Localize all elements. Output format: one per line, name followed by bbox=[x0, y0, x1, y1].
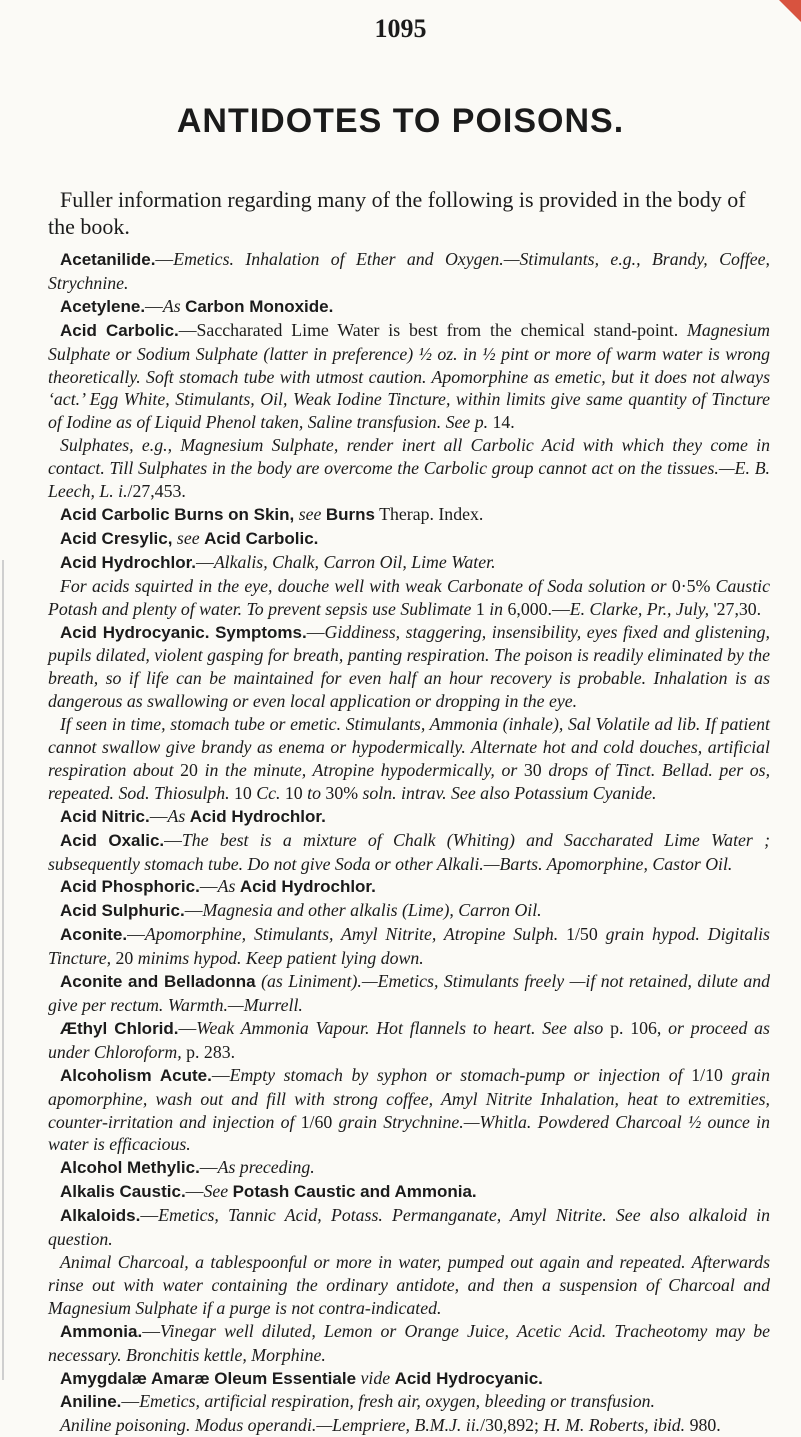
antidote-entry bbox=[48, 1251, 770, 1320]
entry-text: 10 bbox=[229, 782, 257, 803]
entry-text: /27,453. bbox=[127, 481, 186, 502]
entry-text: — bbox=[164, 829, 182, 850]
antidote-entry bbox=[48, 829, 770, 876]
entry-text: — bbox=[145, 295, 163, 316]
entry-heading: Ammonia. bbox=[60, 1321, 143, 1341]
entry-text: The best is a mixture of Chalk (Whiting) and Saccharated Lime Water ; subsequently stomach tube. Do not give Soda or other Alkali.—Barts. Apomorphine, Castor Oil. bbox=[48, 829, 771, 874]
antidote-entry bbox=[48, 503, 770, 527]
antidote-entry bbox=[48, 527, 770, 551]
entry-heading: Acid Hydrocyanic. bbox=[60, 622, 210, 642]
entry-text: 1/10 bbox=[682, 1064, 732, 1085]
antidote-entry bbox=[48, 1064, 770, 1157]
entry-text: drops of Tinct. Bellad. per os, repeated. Sod. Thiosulph. bbox=[48, 759, 771, 803]
antidote-entry bbox=[48, 575, 770, 621]
entry-text: 30% bbox=[320, 782, 363, 803]
entry-text: Magnesium Sulphate or Sodium Sulphate (latter in preference) ½ oz. in ½ pint or more of warm water is wrong theoretically. Soft stomach tube with utmost caution. Apomorphine as emetic, but it does not always ‘act.’ Egg White, Stimulants, Oil, Weak Iodine Tincture, within limits give same quantity of Tincture of Iodine as of Liquid Phenol taken, Saline transfusion. See p. bbox=[48, 319, 770, 433]
entry-text: Emetics, Tannic Acid, Potass. Permanganate, Amyl Nitrite. See also alkaloid in question. bbox=[48, 1205, 770, 1250]
antidote-entry bbox=[48, 319, 770, 435]
entry-text: to bbox=[307, 782, 321, 803]
entry-text: See bbox=[203, 1181, 229, 1202]
antidote-entry bbox=[48, 1204, 770, 1251]
entry-text: — bbox=[184, 900, 203, 921]
entry-heading: Alkaloids. bbox=[60, 1206, 141, 1226]
entry-text: 30 bbox=[517, 759, 549, 780]
entry-heading: Acid Hydrochlor. bbox=[60, 552, 197, 572]
entry-text: E. Clarke, Pr., July, bbox=[569, 598, 710, 619]
entry-text: 980. bbox=[685, 1415, 721, 1436]
antidote-entry bbox=[48, 248, 770, 295]
entry-heading: Aniline. bbox=[60, 1392, 122, 1412]
entry-text: — bbox=[121, 1391, 140, 1412]
entry-text: see bbox=[176, 527, 200, 548]
entry-text: Empty stomach by syphon or stomach-pump or injection of bbox=[229, 1064, 683, 1085]
entry-heading: Acid Cresylic, bbox=[60, 528, 173, 548]
entry-text: Sulphates, e.g., Magnesium Sulphate, render inert all Carbolic Acid with which they come in contact. Till Sulphates in the body are overcome the Carbolic group cannot act on the tissues.—E. B. Leech, L. i. bbox=[48, 435, 770, 502]
entry-text: in bbox=[489, 598, 504, 619]
entry-text: 10 bbox=[280, 782, 308, 803]
entry-heading: Alcohol Methylic. bbox=[60, 1158, 200, 1178]
entry-text: Vinegar well diluted, Lemon or Orange Juice, Acetic Acid. Tracheotomy may be necessary. Bronchitis kettle, Morphine. bbox=[48, 1320, 770, 1365]
entry-text: or proceed as under Chloroform, bbox=[48, 1017, 770, 1062]
entry-heading: Acid Sulphuric. bbox=[60, 901, 185, 921]
entry-heading: Acid Oxalic. bbox=[60, 830, 165, 850]
entry-text: — bbox=[199, 876, 218, 897]
entry-text: 20 bbox=[173, 759, 205, 780]
entry-text: Potash Caustic and Ammonia. bbox=[232, 1182, 477, 1202]
antidote-entry bbox=[48, 923, 770, 970]
entry-heading: Acid Nitric. bbox=[60, 806, 150, 826]
entry-text: (as Liniment).—Emetics, Stimulants freely —if not retained, dilute and give per rectum. Warmth.—Murrell. bbox=[48, 971, 770, 1015]
entry-text: Cc. bbox=[256, 782, 281, 803]
antidote-entry bbox=[48, 551, 770, 575]
entry-text: /30,892; bbox=[480, 1415, 544, 1436]
entry-text: Giddiness, staggering, insensibility, eyes fixed and glistening, pupils dilated, violent gasping for breath, panting respiration. The poison is readily eliminated by the breath, so if life can be maintained for even half an hour recovery is probable. Inhalation is as dangerous as swallowing or even local application or dropping in the eye. bbox=[48, 621, 770, 712]
entry-text: 20 bbox=[111, 948, 138, 969]
entry-heading: Acid Carbolic. bbox=[60, 320, 179, 340]
entry-text: Therap. Index. bbox=[375, 503, 484, 524]
antidote-entry bbox=[48, 295, 770, 319]
entry-text: Caustic Potash and plenty of water. To prevent sepsis use Sublimate bbox=[48, 575, 770, 619]
entry-text: As bbox=[162, 295, 181, 316]
entry-text: Emetics. Inhalation of Ether and Oxygen.—Stimulants, e.g., Brandy, Coffee, Strychnine. bbox=[48, 249, 770, 293]
entry-text: — bbox=[149, 805, 168, 826]
entry-text: — bbox=[178, 1017, 197, 1038]
entry-heading: Aconite. bbox=[60, 925, 128, 945]
entry-text: As bbox=[217, 876, 236, 897]
entry-text: For acids squirted in the eye, douche well with weak Carbonate of Soda solution or bbox=[60, 575, 667, 596]
antidote-entry bbox=[48, 1390, 770, 1414]
entry-text: vide bbox=[360, 1367, 391, 1388]
entry-text: — bbox=[142, 1320, 160, 1341]
entry-text: p. 106, bbox=[603, 1017, 669, 1038]
entry-text: 1/60 bbox=[294, 1111, 339, 1132]
entry-heading: Acid Phosphoric. bbox=[60, 877, 200, 897]
page-title: ANTIDOTES TO POISONS. bbox=[176, 102, 625, 140]
entry-text: — bbox=[199, 1157, 218, 1178]
antidote-entry bbox=[48, 621, 770, 714]
entry-heading: Aconite and Belladonna bbox=[60, 972, 256, 992]
entry-text: 1/50 bbox=[558, 924, 606, 945]
entry-text: minims hypod. Keep patient lying down. bbox=[137, 948, 424, 969]
antidote-entry bbox=[48, 713, 770, 805]
entry-text: in the minute, Atropine hypodermically, or bbox=[204, 759, 518, 780]
entry-text: Burns bbox=[325, 504, 376, 524]
entry-text: Animal Charcoal, a tablespoonful or more in water, pumped out again and repeated. Afterwards rinse out with water containing the ordinary antidote, and then a suspension of Charcoal and Magnesium Sulphate if a purge is not contra-indicated. bbox=[48, 1251, 770, 1318]
antidote-entry bbox=[48, 970, 770, 1017]
antidote-entry bbox=[48, 434, 770, 503]
entry-heading: Symptoms. bbox=[215, 622, 307, 642]
entry-text: p. 283. bbox=[181, 1041, 236, 1062]
antidote-entry bbox=[48, 1414, 770, 1437]
entry-heading: Acid Carbolic Burns on Skin, bbox=[60, 504, 295, 524]
entry-text: Magnesia and other alkalis (Lime), Carron Oil. bbox=[202, 900, 542, 921]
entry-text: — bbox=[306, 621, 325, 642]
antidote-entry bbox=[48, 1017, 770, 1064]
entry-text: H. M. Roberts, ibid. bbox=[543, 1415, 686, 1436]
antidote-entries bbox=[48, 248, 770, 1437]
entry-text: — bbox=[185, 1181, 204, 1202]
entry-text: 1 bbox=[471, 598, 490, 619]
antidote-entry bbox=[48, 1367, 770, 1391]
entry-text: As preceding. bbox=[217, 1157, 315, 1178]
entry-heading: Alkalis Caustic. bbox=[60, 1182, 186, 1202]
entry-heading: Acetylene. bbox=[60, 296, 146, 316]
entry-text: —Saccharated Lime Water is best from the chemical stand-point. bbox=[178, 319, 688, 340]
entry-text: If seen in time, stomach tube or emetic. Stimulants, Ammonia (inhale), Sal Volatile ad lib. If patient cannot swallow give brandy as enema or hypodermically. Alternate hot and cold douches, artificial respiration about bbox=[48, 714, 770, 780]
entry-text: — bbox=[211, 1064, 230, 1085]
entry-text: 14. bbox=[488, 412, 515, 433]
entry-text: 0·5% bbox=[666, 575, 716, 596]
entry-heading: Acetanilide. bbox=[60, 250, 156, 269]
entry-text: Emetics, artificial respiration, fresh air, oxygen, bleeding or transfusion. bbox=[139, 1391, 655, 1412]
entry-text: grain hypod. Digitalis Tincture, bbox=[48, 924, 770, 969]
entry-heading: Alcoholism Acute. bbox=[60, 1065, 212, 1085]
entry-text: soln. intrav. See also Potassium Cyanide. bbox=[362, 782, 657, 803]
entry-text: — bbox=[140, 1205, 159, 1226]
entry-text: grain apomorphine, wash out and fill with strong coffee, Amyl Nitrite Inhalation, heat to extremities, counter-irritation and injection of bbox=[48, 1064, 770, 1132]
antidote-entry bbox=[48, 875, 770, 899]
entry-text: — bbox=[196, 551, 214, 572]
antidote-entry bbox=[48, 899, 770, 923]
entry-text: Alkalis, Chalk, Carron Oil, Lime Water. bbox=[213, 551, 496, 572]
entry-text: 6,000.— bbox=[503, 598, 570, 619]
entry-text: Aniline poisoning. Modus operandi.—Lempriere, B.M.J. ii. bbox=[60, 1415, 481, 1436]
entry-text: — bbox=[127, 924, 145, 945]
intro-paragraph: Fuller information regarding many of the following is provided in the body of the book. bbox=[48, 187, 746, 239]
entry-text: Acid Carbolic. bbox=[204, 528, 319, 548]
entry-text: — bbox=[155, 249, 174, 269]
entry-text: Acid Hydrocyanic. bbox=[394, 1368, 543, 1388]
binding-edge bbox=[2, 560, 4, 1380]
antidote-entry bbox=[48, 1320, 770, 1367]
entry-text: grain Strychnine.—Whitla. Powdered Charcoal ½ ounce in water is efficacious. bbox=[48, 1111, 770, 1155]
antidote-entry bbox=[48, 1180, 770, 1204]
antidote-entry bbox=[48, 805, 770, 829]
entry-text: As bbox=[167, 805, 186, 826]
entry-text: Apomorphine, Stimulants, Amyl Nitrite, Atropine Sulph. bbox=[144, 924, 559, 945]
entry-heading: Amygdalæ Amaræ Oleum Essentiale bbox=[60, 1368, 357, 1388]
entry-text: Carbon Monoxide. bbox=[185, 296, 334, 316]
entry-text: Acid Hydrochlor. bbox=[239, 877, 376, 897]
entry-text: see bbox=[298, 503, 322, 524]
entry-text: Acid Hydrochlor. bbox=[189, 806, 326, 826]
page-number: 1095 bbox=[374, 14, 427, 43]
entry-heading: Æthyl Chlorid. bbox=[60, 1018, 179, 1038]
entry-text: '27,30. bbox=[709, 598, 762, 619]
entry-text: Weak Ammonia Vapour. Hot flannels to heart. See also bbox=[196, 1017, 604, 1038]
antidote-entry bbox=[48, 1156, 770, 1180]
